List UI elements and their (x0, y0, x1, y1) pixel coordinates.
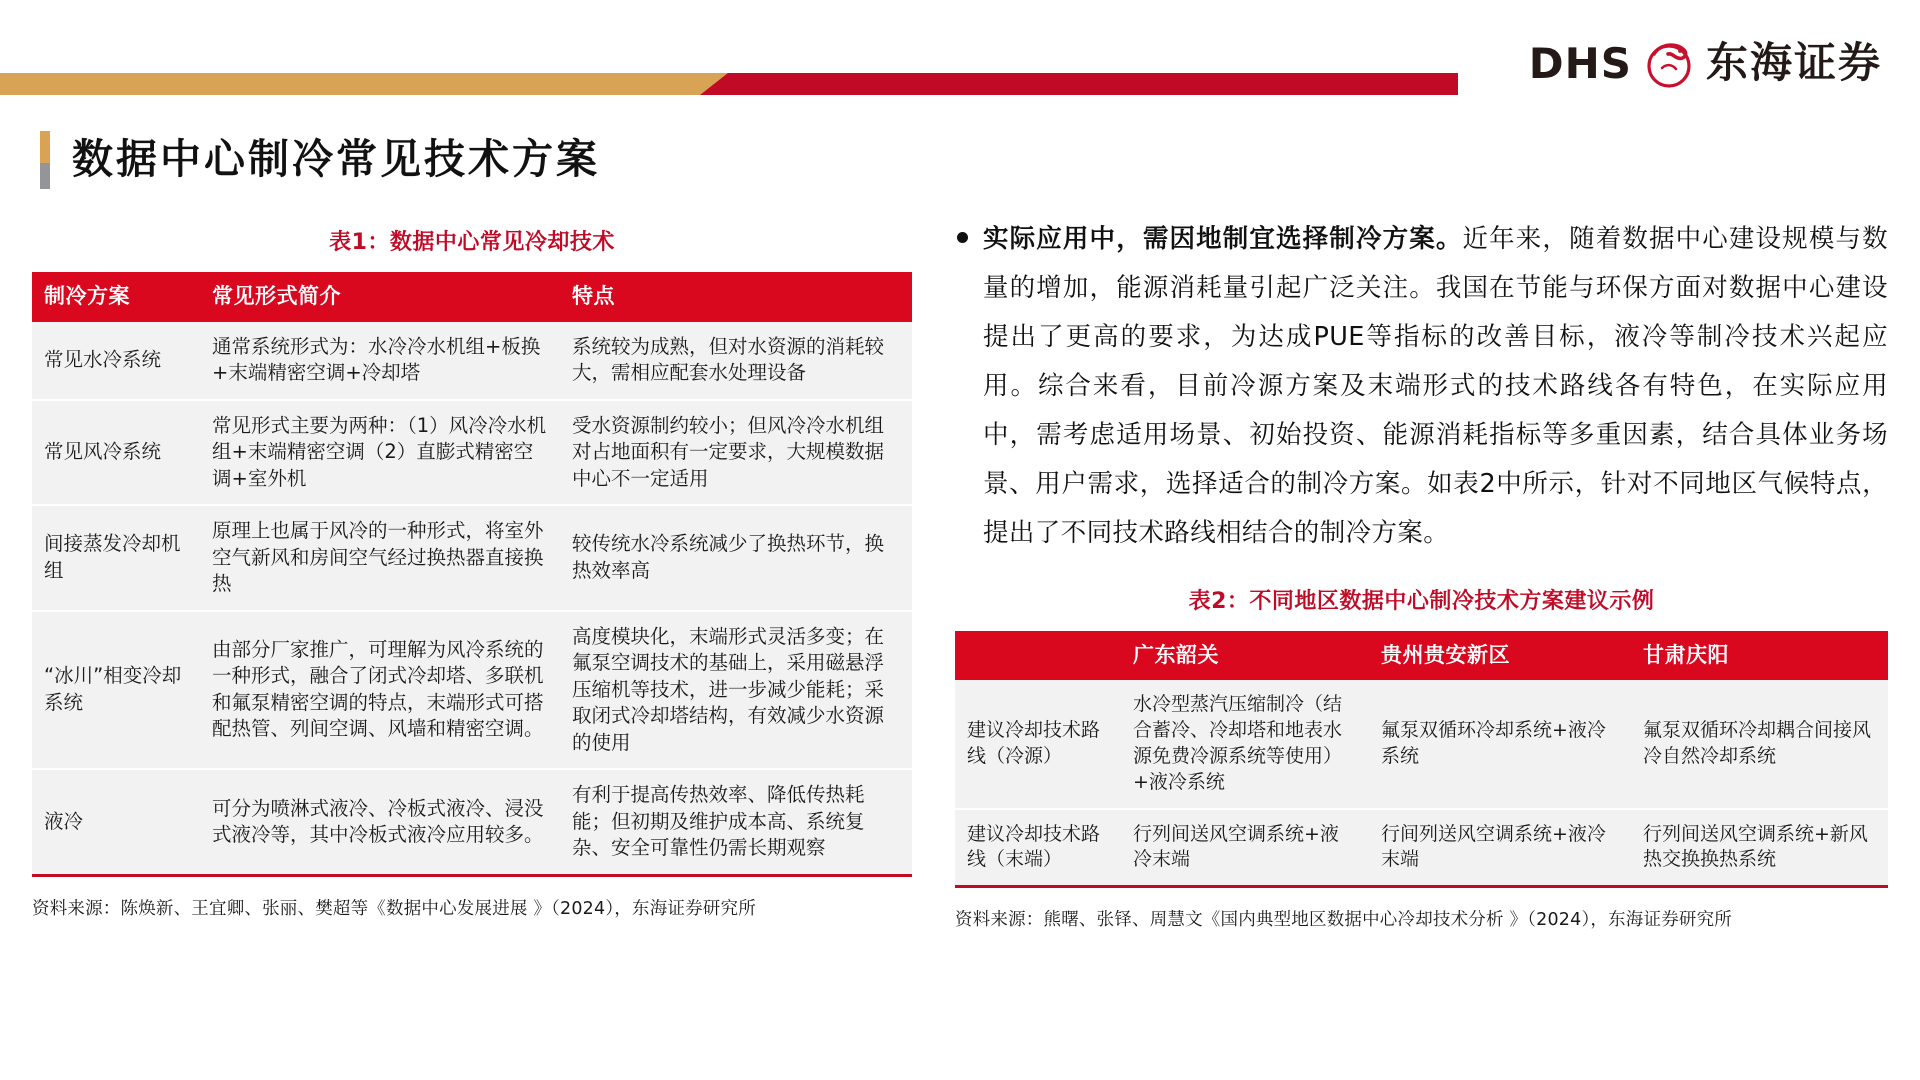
cell-features: 受水资源制约较小；但风冷冷水机组对占地面积有一定要求，大规模数据中心不一定适用 (560, 400, 912, 506)
right-column (955, 215, 1888, 931)
paragraph-body: 近年来，随着数据中心建设规模与数量的增加，能源消耗量引起广泛关注。我国在节能与环保方面对数据中心建设提出了更高的要求，为达成PUE等指标的改善目标，液冷等制冷技术兴起应用。综合来看，目前冷源方案及末端形式的技术路线各有特色，在实际应用中，需考虑适用场景、初始投资、能源消耗指标等多重因素，结合具体业务场景、用户需求，选择适合的制冷方案。如表2中所示，针对不同地区气候特点，提出了不同技术路线相结合的制冷方案。 (983, 224, 1889, 548)
page-title: 数据中心制冷常见技术方案 (72, 135, 600, 183)
cell-guizhou: 行间列送风空调系统+液冷末端 (1369, 809, 1631, 886)
paragraph-lead: 实际应用中，需因地制宜选择制冷方案。 (983, 224, 1463, 254)
table-row (32, 400, 912, 506)
table1 (32, 272, 912, 874)
cell-row-label: 建议冷却技术路线（末端） (955, 809, 1121, 886)
table1-source: 资料来源：陈焕新、王宜卿、张丽、樊超等《数据中心发展进展 》（2024），东海证券研究所 (32, 898, 756, 919)
table2 (955, 631, 1888, 886)
table2-caption: 表2：不同地区数据中心制冷技术方案建议示例 (1188, 588, 1655, 614)
cell-row-label: 建议冷却技术路线（冷源） (955, 680, 1121, 808)
table-row (955, 809, 1888, 886)
dragon-emblem-icon (1642, 36, 1696, 90)
cell-features: 较传统水冷系统减少了换热环节，换热效率高 (560, 505, 912, 611)
banner-red-stripe (700, 73, 1458, 95)
logo-dhs-text: DHS (1528, 38, 1632, 88)
accent-gray-segment (40, 163, 50, 189)
banner-gold-stripe (0, 73, 728, 95)
body-paragraph (955, 215, 1888, 558)
cell-scheme: 间接蒸发冷却机组 (32, 505, 200, 611)
cell-gansu: 氟泵双循环冷却耦合间接风冷自然冷却系统 (1631, 680, 1888, 808)
cell-scheme: 液冷 (32, 769, 200, 874)
cell-scheme: 常见风冷系统 (32, 400, 200, 506)
cell-forms: 由部分厂家推广，可理解为风冷系统的一种形式，融合了闭式冷却塔、多联机和氟泵精密空调的特点，末端形式可搭配热管、列间空调、风墙和精密空调。 (200, 611, 560, 770)
table2-col-gansu: 甘肃庆阳 (1631, 631, 1888, 681)
company-logo (1529, 36, 1882, 90)
table1-caption: 表1：数据中心常见冷却技术 (329, 230, 615, 255)
table2-source: 资料来源：熊曙、张铎、周慧文《国内典型地区数据中心冷却技术分析 》（2024），东海证券研究所 (955, 910, 1732, 931)
table-row (32, 505, 912, 611)
table-row (955, 680, 1888, 808)
cell-scheme: 常见水冷系统 (32, 322, 200, 400)
table1-col-features: 特点 (560, 272, 912, 322)
cell-gansu: 行列间送风空调系统+新风热交换换热系统 (1631, 809, 1888, 886)
table2-col-guizhou: 贵州贵安新区 (1369, 631, 1631, 681)
cell-forms: 可分为喷淋式液冷、冷板式液冷、浸没式液冷等，其中冷板式液冷应用较多。 (200, 769, 560, 874)
cell-features: 系统较为成熟，但对水资源的消耗较大，需相应配套水处理设备 (560, 322, 912, 400)
cell-scheme: “冰川”相变冷却系统 (32, 611, 200, 770)
bullet-dot-icon (957, 232, 968, 243)
cell-forms: 通常系统形式为：水冷冷水机组+板换+末端精密空调+冷却塔 (200, 322, 560, 400)
table1-col-scheme: 制冷方案 (32, 272, 200, 322)
table1-col-forms: 常见形式简介 (200, 272, 560, 322)
title-accent-bar (40, 131, 50, 189)
logo-chinese-name: 东海证券 (1705, 38, 1882, 87)
table2-col-guangdong: 广东韶关 (1121, 631, 1369, 681)
table-row (32, 611, 912, 770)
cell-forms: 常见形式主要为两种：（1）风冷冷水机组+末端精密空调（2）直膨式精密空调+室外机 (200, 400, 560, 506)
cell-features: 有利于提高传热效率、降低传热耗能；但初期及维护成本高、系统复杂、安全可靠性仍需长期观察 (560, 769, 912, 874)
table-row (32, 769, 912, 874)
cell-guangdong: 行列间送风空调系统+液冷末端 (1121, 809, 1369, 886)
table2-bottom-rule (955, 885, 1888, 888)
cell-guangdong: 水冷型蒸汽压缩制冷（结合蓄冷、冷却塔和地表水源免费冷源系统等使用）+液冷系统 (1121, 680, 1369, 808)
table1-header-row (32, 272, 912, 322)
table2-header-row (955, 631, 1888, 681)
left-column (32, 225, 912, 920)
accent-gold-segment (40, 131, 50, 163)
cell-guizhou: 氟泵双循环冷却系统+液冷系统 (1369, 680, 1631, 808)
cell-forms: 原理上也属于风冷的一种形式，将室外空气新风和房间空气经过换热器直接换热 (200, 505, 560, 611)
table-row (32, 322, 912, 400)
table1-bottom-rule (32, 874, 912, 877)
cell-features: 高度模块化，末端形式灵活多变；在氟泵空调技术的基础上，采用磁悬浮压缩机等技术，进一步减少能耗；采取闭式冷却塔结构，有效减少水资源的使用 (560, 611, 912, 770)
table2-col-blank (955, 631, 1121, 681)
